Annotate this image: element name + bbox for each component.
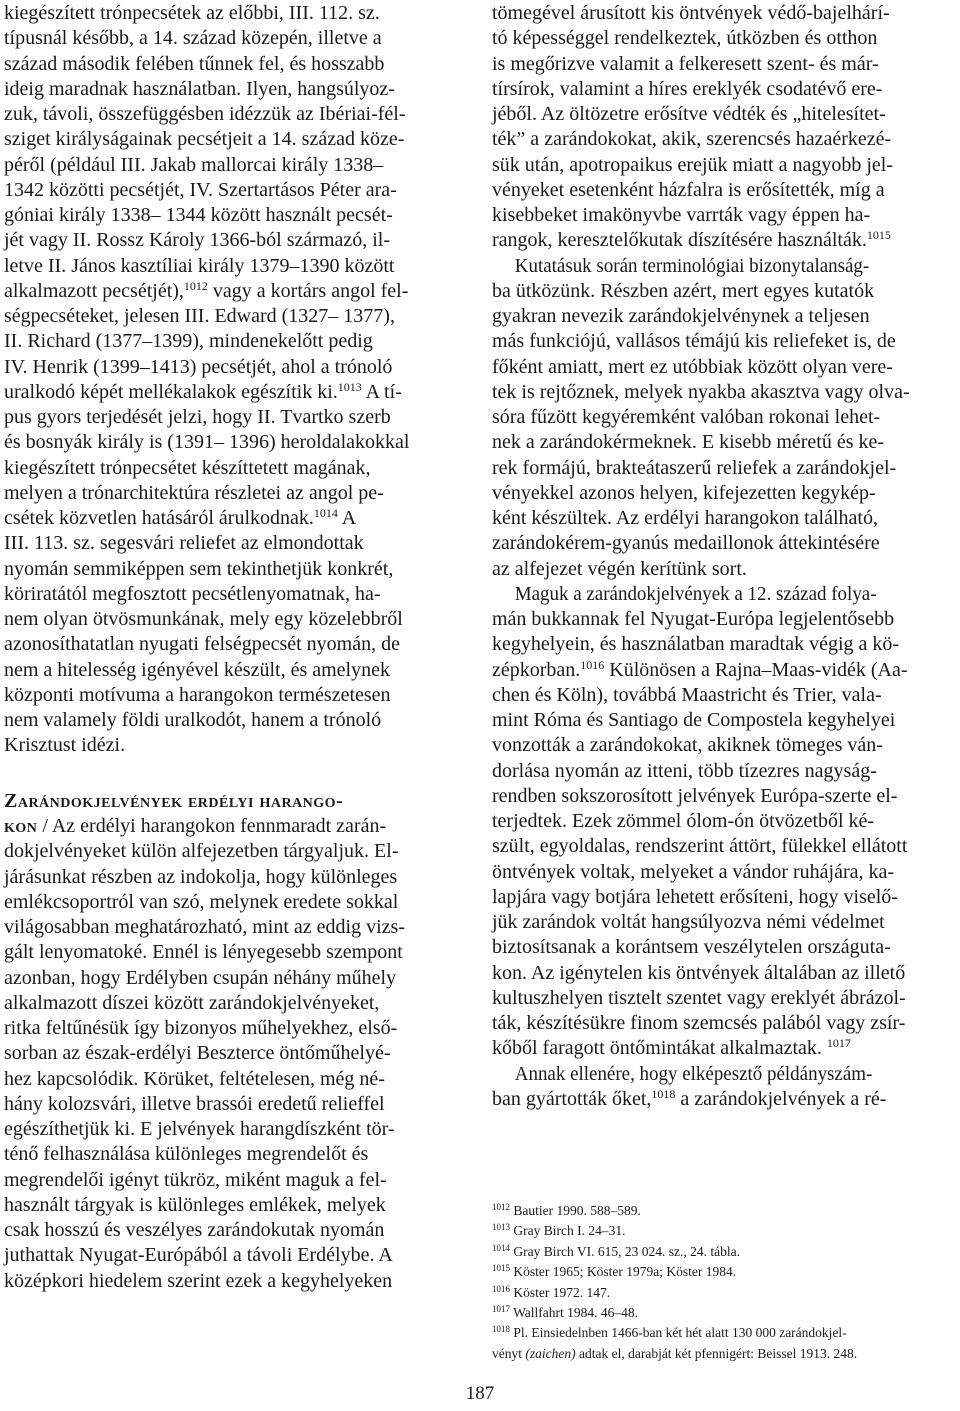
- text-line: [492, 961, 956, 986]
- text-run: mint Róma és Santiago de Compostela kegyhelyei: [492, 709, 896, 731]
- text-line: [492, 531, 956, 556]
- text-line: [4, 102, 468, 127]
- text-run: vagy a kortárs angol fel-: [207, 279, 409, 302]
- footnote-text: Wallfahrt 1984. 46–48.: [510, 1305, 639, 1320]
- text-line: [4, 557, 468, 582]
- text-run: azonosíthatatlan nyugati felségpecsét nyomán, de: [4, 633, 400, 656]
- text-line: [492, 1062, 955, 1087]
- text-run: III. 113. sz. segesvári reliefet az elmondottak: [4, 532, 364, 555]
- text-run: emlékcsoportról van szó, melynek eredete sokkal: [4, 890, 399, 913]
- text-line: [4, 890, 468, 915]
- text-line: [4, 52, 468, 77]
- text-run: II. Richard (1377–1399), mindenekelőtt pedig: [4, 330, 373, 353]
- text-run: zuk, távoli, összefüggésben idézzük az Ibériai-fél-: [4, 103, 406, 125]
- text-line: [492, 203, 956, 228]
- text-run: világosabban meghatározható, mint az eddig vizs-: [4, 916, 405, 939]
- text-run: Különösen a Rajna–Maas-vidék (Aa-: [604, 658, 908, 681]
- text-run: ták, készítésükre finom szemcsés palából vagy zsír-: [492, 1012, 906, 1034]
- text-run: tó képességgel rendelkeztek, útközben és otthon: [492, 27, 878, 50]
- text-run: zarándokérem-gyanús medaillonok áttekintésére: [492, 532, 880, 555]
- text-run: főként amiatt, mert ez utóbbiak között olyan vere-: [492, 355, 893, 378]
- text-line: [492, 405, 956, 430]
- text-line: [492, 127, 956, 152]
- text-line: [4, 1168, 468, 1193]
- text-run: juthattak Nyugat-Európából a távoli Erdélybe. A: [4, 1244, 393, 1267]
- footnote-ref: 1015: [866, 228, 891, 243]
- text-run: gyakran nevezik zarándokjelvénynek a teljesen: [492, 305, 870, 327]
- text-line: [4, 1, 468, 26]
- footnote-text: vényt: [492, 1345, 526, 1361]
- text-line: [4, 430, 468, 455]
- text-line: [492, 834, 956, 859]
- text-run: középkori hiedelem szerint ezek a kegyhelyeken: [4, 1269, 393, 1292]
- text-line: [492, 52, 956, 77]
- footnote-text: Köster 1965; Köster 1979a; Köster 1984.: [510, 1264, 737, 1280]
- footnote: [492, 1242, 956, 1262]
- text-run: dokjelvényeket külön alfejezetben tárgyaljuk. El-: [4, 840, 399, 863]
- text-line: [492, 607, 956, 632]
- text-line: [492, 26, 956, 51]
- footnote-ref: 1013: [337, 379, 362, 394]
- footnote-text: Gray Birch VI. 615, 23 024. sz., 24. tábla.: [510, 1243, 740, 1259]
- text-run: század második felében tűnnek fel, és hosszabb: [4, 52, 385, 75]
- text-line: [492, 77, 956, 102]
- text-run: / Az erdélyi harangokon fennmaradt zarán-: [37, 815, 387, 838]
- footnote-emphasis: (zaichen): [525, 1345, 576, 1361]
- text-run: megrendelői igényt tükröz, miként maguk a fel-: [4, 1168, 387, 1191]
- text-line: [492, 759, 956, 784]
- text-run: ségpecséteket, jelesen III. Edward (1327– 1377),: [4, 305, 395, 327]
- text-run: csétek közvetlen hatásáról árulkodnak.: [4, 507, 314, 529]
- text-run: gált lenyomatoké. Ennél is lényegesebb szempont: [4, 941, 403, 964]
- text-run: is megőrizve valamit a felkeresett szent- és már-: [492, 52, 879, 75]
- text-line: [492, 153, 956, 178]
- text-line: [4, 178, 468, 203]
- text-line: [4, 279, 468, 304]
- text-run: ba ütközünk. Részben azért, mert egyes kutatók: [492, 279, 875, 302]
- text-run: letve II. János kasztíliai király 1379–1390 között: [4, 254, 395, 277]
- text-line: [492, 380, 956, 405]
- text-line: [492, 582, 955, 607]
- text-run: sük után, apotropaikus erejük miatt a nagyobb jel-: [492, 153, 894, 176]
- text-run: vonzották a zarándokokat, akiknek tömeges ván-: [492, 734, 883, 757]
- text-run: alkalmazott díszei között zarándokjelvényeket,: [4, 991, 380, 1014]
- text-line: [492, 632, 956, 657]
- text-run: hány kolozsvári, illetve brassói eredetű relieffel: [4, 1092, 385, 1115]
- text-run: Annak ellenére, hogy elképesztő példányszám-: [514, 1062, 873, 1085]
- footnote: [492, 1201, 956, 1221]
- text-run: ték” a zarándokokat, akik, szerencsés hazaérkezé-: [492, 128, 892, 151]
- text-line: [4, 1269, 468, 1294]
- text-run: A: [337, 507, 357, 529]
- text-line: [4, 456, 468, 481]
- text-line: [492, 708, 956, 733]
- section-heading: kon: [4, 815, 38, 838]
- footnote: [492, 1303, 956, 1323]
- footnote: [492, 1323, 956, 1343]
- text-run: kiegészített trónpecsétek az előbbi, III. 112. sz.: [4, 2, 380, 24]
- footnote-text: adtak el, darabját két pfennigért: Beissel 1913. 248.: [575, 1345, 858, 1361]
- text-line: [492, 254, 955, 279]
- text-run: chen és Köln), továbbá Maastricht és Trier, vala-: [492, 683, 882, 706]
- text-run: rek formájú, brakteátaszerű reliefek a zarándokjel-: [492, 456, 897, 479]
- text-run: kegyhelyein, és használatban maradtak végig a kö-: [492, 633, 900, 656]
- text-line: [492, 506, 956, 531]
- text-run: vényeket esetenként házfalra is erősítették, míg a: [492, 178, 885, 201]
- footnote-ref: 1017: [826, 1036, 851, 1051]
- text-run: melyen a trónarchitektúra részletei az angol pe-: [4, 481, 384, 504]
- text-line: [492, 683, 956, 708]
- section-heading: Zarándokjelvények erdélyi harango-: [4, 789, 344, 812]
- text-line: [4, 1092, 468, 1117]
- text-line: [492, 986, 956, 1011]
- text-run: a zarándokjelvények a ré-: [675, 1087, 887, 1110]
- text-line: [4, 915, 468, 940]
- text-run: péről (például III. Jakab mallorcai király 1338–: [4, 153, 384, 176]
- text-line: [492, 1011, 956, 1036]
- footnote-text: Köster 1972. 147.: [510, 1284, 611, 1300]
- text-line: [4, 254, 468, 279]
- footnote-number: 1012: [492, 1202, 510, 1212]
- footnote-text: Gray Birch I. 24–31.: [510, 1223, 626, 1239]
- text-line: [492, 910, 956, 935]
- text-line: [4, 658, 468, 683]
- text-line: [492, 329, 956, 354]
- text-run: az alfejezet végén kerítünk sort.: [492, 557, 747, 580]
- text-line: [4, 708, 468, 733]
- text-line: [4, 1067, 468, 1092]
- text-run: ként készültek. Az erdélyi harangokon található,: [492, 507, 878, 529]
- text-run: csak hosszú és veszélyes zarándokutak nyomán: [4, 1219, 385, 1242]
- text-line: [492, 1087, 956, 1112]
- text-line: [4, 153, 468, 178]
- text-line: [492, 178, 956, 203]
- text-line: [4, 632, 468, 657]
- text-run: más funkciójú, vallásos témájú kis reliefeket is, de: [492, 330, 896, 353]
- text-line: [4, 865, 468, 890]
- text-run: kon. Az igénytelen kis öntvények általában az illető: [492, 961, 906, 984]
- text-line: [4, 531, 468, 556]
- footnote: [492, 1283, 956, 1303]
- text-run: Maguk a zarándokjelvények a 12. század folya-: [514, 582, 877, 605]
- text-run: központi motívuma a harangokon természetesen: [4, 683, 391, 706]
- footnote-number: 1014: [492, 1242, 510, 1253]
- text-run: rendben sokszorosított jelvények Európa-szerte el-: [492, 784, 898, 807]
- footnote: [492, 1221, 956, 1241]
- text-run: nek a zarándokérmeknek. E kisebb méretű és ke-: [492, 431, 885, 454]
- text-line: [4, 380, 468, 405]
- text-run: jét vagy II. Rossz Károly 1366-ból származó, il-: [4, 229, 391, 252]
- text-run: ritka feltűnésük így bizonyos műhelyekhez, első-: [4, 1017, 398, 1040]
- text-run: lapjára vagy botjára lehetett erősíteni, hogy viselő-: [492, 885, 898, 908]
- text-line: [4, 1193, 468, 1218]
- text-line: [492, 430, 956, 455]
- footnote-ref: 1012: [183, 278, 208, 293]
- text-line: [4, 329, 468, 354]
- text-line: [492, 228, 956, 253]
- text-run: köriratától megfosztott pecsétlenyomatnak, ha-: [4, 582, 381, 605]
- text-line: [492, 481, 956, 506]
- text-line: [4, 506, 468, 531]
- text-run: kisebbeket imakönyvbe varrták vagy éppen ha-: [492, 204, 871, 226]
- text-line: [492, 102, 956, 127]
- text-run: jéből. Az öltözetre erősítve védték és „hitelesítet-: [492, 103, 886, 125]
- text-line: [4, 355, 468, 380]
- text-run: vényekkel azonos helyen, kifejezetten kegykép-: [492, 481, 876, 504]
- text-run: jük zarándok voltát hangsúlyozva némi védelmet: [492, 911, 885, 933]
- text-run: A tí-: [361, 380, 402, 403]
- text-run: biztosítsanak a korántsem veszélytelen országutа-: [492, 936, 891, 959]
- text-run: uralkodó képét mellékalakok egészítik ki.: [4, 380, 338, 403]
- text-line: [4, 839, 468, 864]
- text-run: alkalmazott pecsétjét),: [4, 279, 184, 302]
- text-run: Krisztust idézi.: [4, 734, 126, 757]
- text-line: [4, 127, 468, 152]
- footnote-number: 1015: [492, 1263, 510, 1274]
- text-run: tömegével árusított kis öntvények védő-bajelhárí-: [492, 2, 890, 24]
- footnote: [492, 1262, 956, 1282]
- text-line: [4, 1218, 468, 1243]
- footnote-text: Bautier 1990. 588–589.: [510, 1203, 641, 1218]
- text-line: [4, 228, 468, 253]
- text-run: sóra fűzött kegyéremként valóban rokonai lehet-: [492, 406, 881, 428]
- text-run: szült, egyoldalas, rendszerint áttört, fülekkel ellátott: [492, 835, 908, 858]
- text-run: IV. Henrik (1399–1413) pecsétjét, ahol a trónoló: [4, 355, 393, 378]
- text-run: használt tárgyak is különleges emlékek, melyek: [4, 1193, 386, 1216]
- text-run: terjedtek. Ezek zömmel ólom-ón ötvözetből ké-: [492, 810, 875, 832]
- text-line: [492, 304, 956, 329]
- text-line: [492, 860, 956, 885]
- footnote-ref: 1018: [651, 1086, 676, 1101]
- footnote-number: 1018: [492, 1324, 510, 1335]
- text-run: kőből faragott öntőmintákat alkalmaztak.: [492, 1037, 827, 1060]
- text-run: góniai király 1338– 1344 között használt pecsét-: [4, 204, 393, 226]
- text-line: [492, 733, 956, 758]
- text-run: nyomán semmiképpen sem tekinthetjük konkrét,: [4, 557, 394, 580]
- text-line: [492, 279, 956, 304]
- text-line: [4, 77, 468, 102]
- text-run: zépkorban.: [492, 658, 581, 681]
- text-run: hez kapcsolódik. Körüket, feltételesen, még né-: [4, 1067, 385, 1090]
- text-run: nem valamely földi uralkodót, hanem a trónoló: [4, 709, 382, 731]
- text-run: sorban az észak-erdélyi Beszterce öntőműhelyé-: [4, 1042, 391, 1065]
- text-run: pus gyors terjedését jelzi, hogy II. Tvartko szerb: [4, 406, 391, 428]
- text-line: [492, 885, 956, 910]
- text-line: [4, 991, 468, 1016]
- text-run: egészíthetjük ki. E jelvények harangdíszként tör-: [4, 1118, 395, 1141]
- text-line: [4, 582, 468, 607]
- text-run: járásunkat részben az indokolja, hogy különleges: [4, 865, 398, 888]
- section-heading-line: [4, 789, 468, 814]
- text-line: [4, 966, 468, 991]
- text-run: nem olyan ötvösmunkának, mely egy közelebbről: [4, 608, 403, 630]
- text-run: 1342 közötti pecsétjét, IV. Szertartásos Péter ara-: [4, 178, 397, 201]
- text-run: kultuszhelyen tisztelt szentet vagy ereklyét ábrázol-: [492, 986, 906, 1009]
- text-line: [4, 1016, 468, 1041]
- text-line: [4, 1117, 468, 1142]
- text-run: öntvények voltak, melyeket a vándor ruhájára, ka-: [492, 860, 895, 883]
- text-run: típusnál később, a 14. század közepén, illetve a: [4, 27, 382, 50]
- section-heading-line: [4, 814, 468, 839]
- text-run: rangok, keresztelőkutak díszítésére használták.: [492, 229, 867, 252]
- text-run: ténő felhasználása különleges megrendelőt és: [4, 1143, 369, 1166]
- text-line: [4, 26, 468, 51]
- text-run: kiegészített trónpecsétet készíttetett magának,: [4, 456, 371, 479]
- text-line: [492, 355, 956, 380]
- text-line: [4, 304, 468, 329]
- footnote-number: 1017: [492, 1304, 510, 1314]
- footnote-number: 1016: [492, 1283, 510, 1294]
- text-run: sziget királyságainak pecsétjeit a 14. század köze-: [4, 128, 405, 151]
- text-line: [492, 784, 956, 809]
- text-line: [4, 683, 468, 708]
- footnote-ref: 1014: [313, 506, 338, 520]
- footnote-text: Pl. Einsiedelnben 1466-ban két hét alatt 130 000 zarándokjel-: [510, 1325, 847, 1341]
- text-line: [4, 1041, 468, 1066]
- text-line: [492, 658, 956, 683]
- footnote-number: 1013: [492, 1222, 510, 1233]
- text-line: [4, 940, 468, 965]
- text-run: ban gyártották őket,: [492, 1087, 652, 1110]
- text-line: [492, 557, 956, 582]
- text-line: [4, 733, 468, 758]
- text-line: [4, 481, 468, 506]
- text-run: mán bukkannak fel Nyugat-Európa legjelentősebb: [492, 608, 895, 630]
- text-run: azonban, hogy Erdélyben csupán néhány műhely: [4, 966, 397, 989]
- text-run: tírsírok, valamint a híres ereklyék csodatévő ere-: [492, 77, 883, 100]
- text-line: [492, 456, 956, 481]
- text-run: és bosnyák király is (1391– 1396) heroldalakokkal: [4, 431, 410, 454]
- text-line: [492, 809, 956, 834]
- text-line: [4, 607, 468, 632]
- footnote-continuation: [492, 1344, 956, 1364]
- text-line: [492, 1036, 956, 1061]
- text-line: [4, 203, 468, 228]
- text-line: [4, 405, 468, 430]
- text-run: Kutatásuk során terminológiai bizonytalanság-: [514, 254, 870, 277]
- text-line: [4, 1142, 468, 1167]
- text-run: nem a hitelesség igényével készült, és amelynek: [4, 658, 390, 681]
- page-number: 187: [465, 1383, 495, 1404]
- text-line: [492, 935, 956, 960]
- text-line: [492, 1, 956, 26]
- footnote-ref: 1016: [580, 657, 605, 672]
- text-run: dorlása nyomán az itteni, több tízezres nagyság-: [492, 759, 877, 782]
- text-line: [4, 1243, 468, 1268]
- text-run: tek is rejtőznek, melyek nyakba akasztva vagy olva-: [492, 380, 910, 403]
- text-run: ideig maradnak használatban. Ilyen, hangsúlyoz-: [4, 77, 395, 100]
